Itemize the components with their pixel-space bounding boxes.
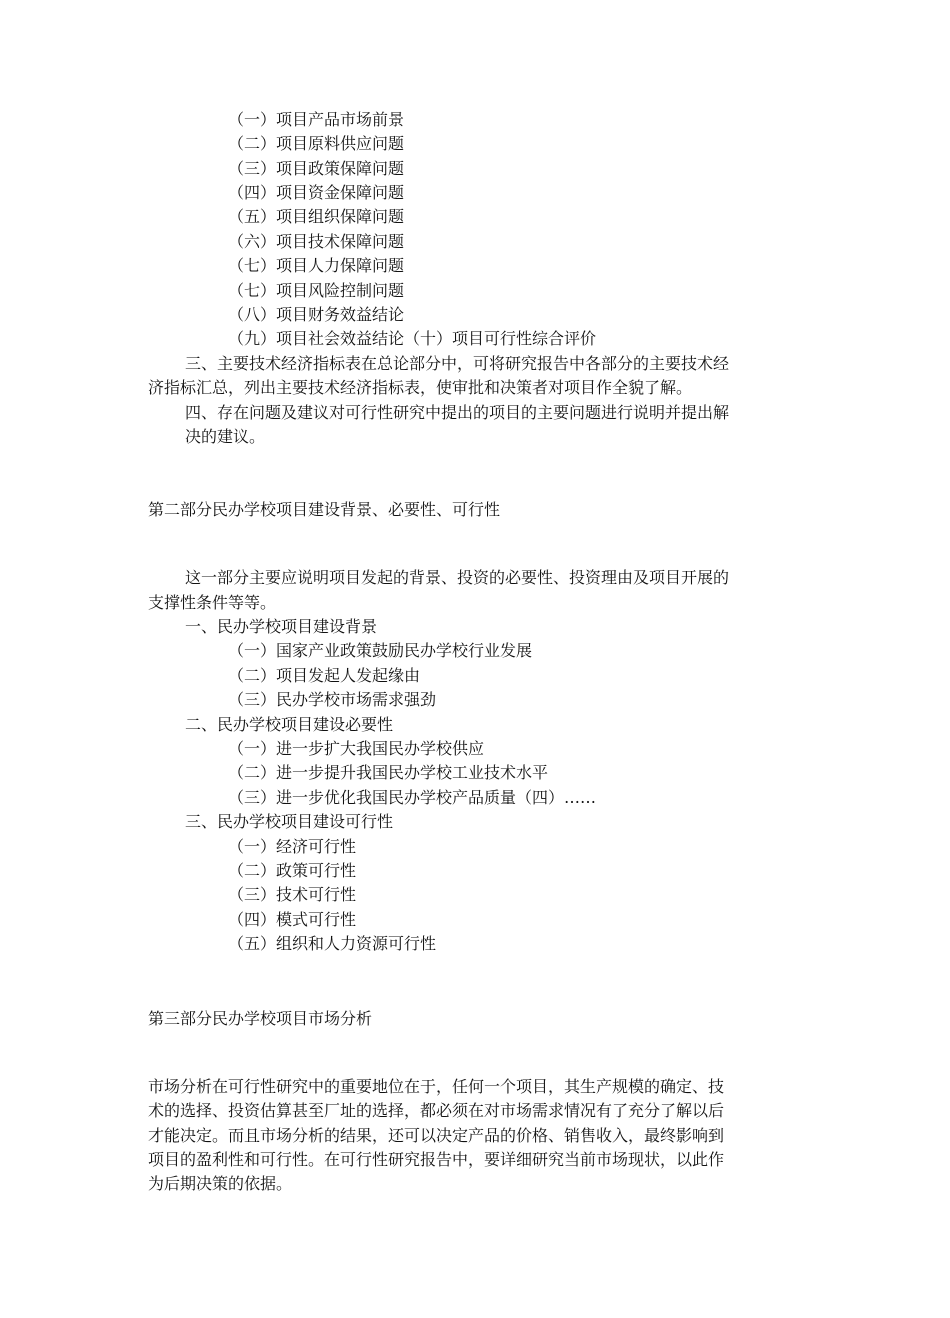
list-item: （二）项目原料供应问题 <box>228 134 405 153</box>
list-item: （四）项目资金保障问题 <box>228 183 405 202</box>
paragraph-line: 为后期决策的依据。 <box>148 1174 293 1193</box>
list-item: （一）经济可行性 <box>228 837 357 856</box>
list-item: （五）项目组织保障问题 <box>228 207 405 226</box>
list-item: （一）进一步扩大我国民办学校供应 <box>228 739 485 758</box>
list-item: （六）项目技术保障问题 <box>228 232 405 251</box>
paragraph-line: 支撑性条件等等。 <box>148 593 277 612</box>
paragraph-line: 术的选择、投资估算甚至厂址的选择，都必须在对市场需求情况有了充分了解以后 <box>148 1101 725 1120</box>
list-item: （三）项目政策保障问题 <box>228 159 405 178</box>
paragraph-line: 三、主要技术经济指标表在总论部分中，可将研究报告中各部分的主要技术经 <box>185 354 730 373</box>
list-item: （二）进一步提升我国民办学校工业技术水平 <box>228 763 549 782</box>
subsection-title: 一、民办学校项目建设背景 <box>185 617 378 636</box>
paragraph-line: 市场分析在可行性研究中的重要地位在于，任何一个项目，其生产规模的确定、技 <box>148 1077 725 1096</box>
list-item: （一）项目产品市场前景 <box>228 110 405 129</box>
list-item: （二）项目发起人发起缘由 <box>228 666 421 685</box>
list-item: （三）技术可行性 <box>228 885 357 904</box>
list-item: （一）国家产业政策鼓励民办学校行业发展 <box>228 641 533 660</box>
list-item: （五）组织和人力资源可行性 <box>228 934 437 953</box>
list-item: （七）项目风险控制问题 <box>228 281 405 300</box>
list-item: （四）模式可行性 <box>228 910 357 929</box>
section-heading: 第三部分民办学校项目市场分析 <box>148 1009 373 1028</box>
section-heading: 第二部分民办学校项目建设背景、必要性、可行性 <box>148 500 501 519</box>
list-item: （七）项目人力保障问题 <box>228 256 405 275</box>
paragraph-line: 济指标汇总，列出主要技术经济指标表，使审批和决策者对项目作全貌了解。 <box>148 378 693 397</box>
paragraph-line: 项目的盈利性和可行性。在可行性研究报告中，要详细研究当前市场现状，以此作 <box>148 1150 725 1169</box>
list-item: （二）政策可行性 <box>228 861 357 880</box>
list-item: （三）民办学校市场需求强劲 <box>228 690 437 709</box>
paragraph-line: 决的建议。 <box>185 427 266 446</box>
list-item: （八）项目财务效益结论 <box>228 305 405 324</box>
list-item: （三）进一步优化我国民办学校产品质量（四）…… <box>228 788 597 807</box>
paragraph-line: 这一部分主要应说明项目发起的背景、投资的必要性、投资理由及项目开展的 <box>185 568 730 587</box>
subsection-title: 三、民办学校项目建设可行性 <box>185 812 394 831</box>
paragraph-line: 四、存在问题及建议对可行性研究中提出的项目的主要问题进行说明并提出解 <box>185 403 730 422</box>
subsection-title: 二、民办学校项目建设必要性 <box>185 715 394 734</box>
list-item: （九）项目社会效益结论（十）项目可行性综合评价 <box>228 329 597 348</box>
paragraph-line: 才能决定。而且市场分析的结果，还可以决定产品的价格、销售收入，最终影响到 <box>148 1126 725 1145</box>
